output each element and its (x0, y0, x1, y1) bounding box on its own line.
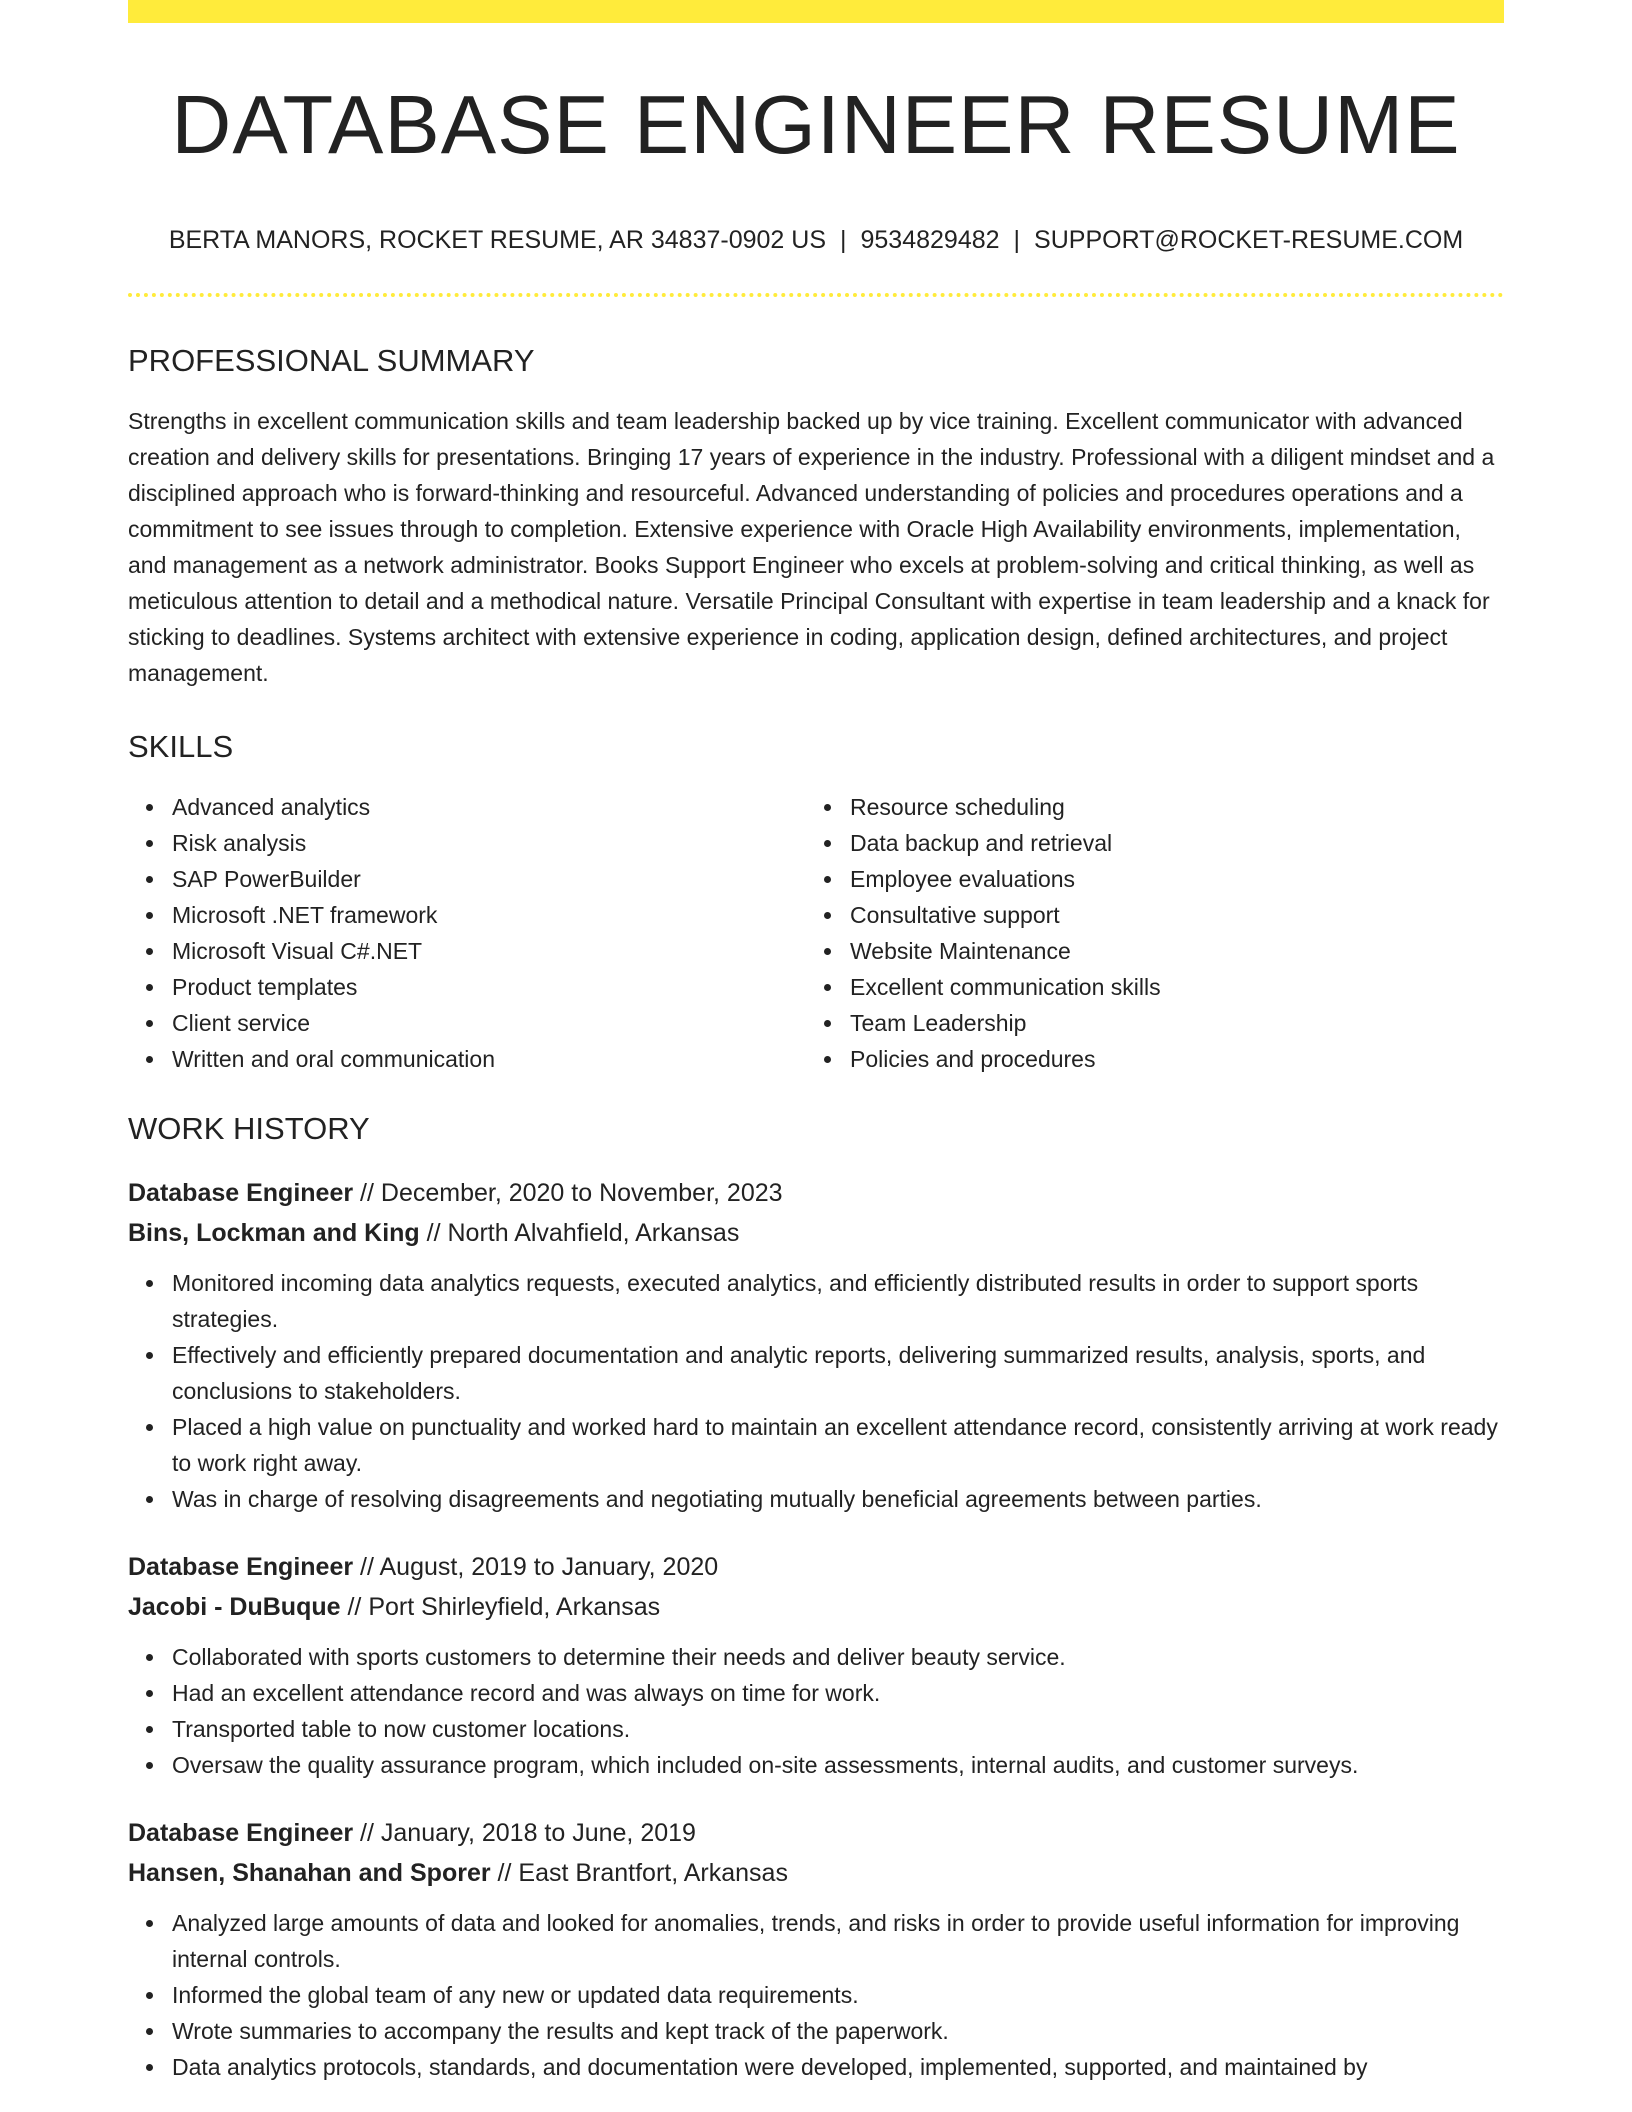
job-bullet: Informed the global team of any new or updated data requirements. (172, 1977, 1504, 2013)
job-bullet: Monitored incoming data analytics requests, executed analytics, and efficiently distributed results in order to support sports strategies. (172, 1265, 1504, 1337)
skill-item: Team Leadership (850, 1005, 1484, 1041)
job-company: Bins, Lockman and King (128, 1219, 420, 1248)
skill-item: Written and oral communication (172, 1041, 806, 1077)
job-bullet: Effectively and efficiently prepared documentation and analytic reports, delivering summarized results, analysis, sports, and conclusions to stakeholders. (172, 1337, 1504, 1409)
job-title: Database Engineer (128, 1179, 354, 1208)
job-company-line (128, 1587, 1504, 1627)
contact-address: BERTA MANORS, ROCKET RESUME, AR 34837-0902 US (168, 226, 826, 255)
work-history-heading: WORK HISTORY (128, 1111, 370, 1147)
job-title-line (128, 1813, 1504, 1853)
job-dates: August, 2019 to January, 2020 (379, 1553, 719, 1582)
resume-page (128, 0, 1504, 2085)
skill-item: Microsoft Visual C#.NET (172, 933, 806, 969)
contact-email: SUPPORT@ROCKET-RESUME.COM (1034, 226, 1464, 255)
job-bullet: Oversaw the quality assurance program, which included on-site assessments, internal audits, and customer surveys. (172, 1747, 1504, 1783)
job-bullet: Had an excellent attendance record and was always on time for work. (172, 1675, 1504, 1711)
job-company-line (128, 1853, 1504, 1893)
summary-heading: PROFESSIONAL SUMMARY (128, 343, 535, 379)
job-entry (128, 1173, 1504, 1517)
job-location: East Brantfort, Arkansas (518, 1859, 788, 1888)
skill-item: Microsoft .NET framework (172, 897, 806, 933)
job-bullets (128, 1265, 1504, 1517)
dotted-divider (128, 293, 1504, 297)
skill-item: Product templates (172, 969, 806, 1005)
job-company-line (128, 1213, 1504, 1253)
job-dates: January, 2018 to June, 2019 (380, 1819, 696, 1848)
job-company: Hansen, Shanahan and Sporer (128, 1859, 491, 1888)
job-bullet: Was in charge of resolving disagreements and negotiating mutually beneficial agreements between parties. (172, 1481, 1504, 1517)
summary-text: Strengths in excellent communication skills and team leadership backed up by vice training. Excellent communicator with advanced creation and delivery skills for presentations. Bringing 17 years of experience in the industry. Professional with a diligent mindset and a disciplined approach who is forward-thinking and resourceful. Advanced understanding of policies and procedures operations and a commitment to see issues through to completion. Extensive experience with Oracle High Availability environments, implementation, and management as a network administrator. Books Support Engineer who excels at problem-solving and critical thinking, as well as meticulous attention to detail and a methodical nature. Versatile Principal Consultant with expertise in team leadership and a knack for sticking to deadlines. Systems architect with extensive experience in coding, application design, defined architectures, and project management. (128, 408, 1495, 687)
field-separator: // (353, 1179, 381, 1208)
job-dates: December, 2020 to November, 2023 (380, 1179, 783, 1208)
contact-line (128, 226, 1504, 255)
field-separator: // (353, 1553, 380, 1582)
skill-item: Client service (172, 1005, 806, 1041)
job-location: North Alvahfield, Arkansas (447, 1219, 740, 1248)
field-separator: // (490, 1859, 519, 1888)
field-separator: // (340, 1593, 369, 1622)
skill-item: Risk analysis (172, 825, 806, 861)
job-title-line (128, 1173, 1504, 1213)
field-separator: // (353, 1819, 381, 1848)
contact-separator: | (840, 226, 847, 255)
skills-column-right (806, 789, 1484, 1077)
accent-top-bar (128, 0, 1504, 23)
skill-item: Data backup and retrieval (850, 825, 1484, 861)
skill-item: Policies and procedures (850, 1041, 1484, 1077)
skill-item: Advanced analytics (172, 789, 806, 825)
contact-separator: | (1013, 226, 1021, 255)
field-separator: // (419, 1219, 448, 1248)
skill-item: SAP PowerBuilder (172, 861, 806, 897)
job-location: Port Shirleyfield, Arkansas (368, 1593, 661, 1622)
job-bullets (128, 1905, 1504, 2085)
job-company: Jacobi - DuBuque (128, 1593, 341, 1622)
job-bullet: Placed a high value on punctuality and worked hard to maintain an excellent attendance record, consistently arriving at work ready to work right away. (172, 1409, 1504, 1481)
job-title: Database Engineer (128, 1553, 354, 1582)
job-entry (128, 1813, 1504, 2085)
skill-item: Excellent communication skills (850, 969, 1484, 1005)
job-bullet: Wrote summaries to accompany the results and kept track of the paperwork. (172, 2013, 1504, 2049)
skill-item: Employee evaluations (850, 861, 1484, 897)
skill-item: Consultative support (850, 897, 1484, 933)
job-bullet: Data analytics protocols, standards, and documentation were developed, implemented, supported, and maintained by (172, 2049, 1504, 2085)
job-title-line (128, 1547, 1504, 1587)
skills-heading: SKILLS (128, 729, 234, 765)
skills-grid (128, 789, 1504, 1077)
resume-title: DATABASE ENGINEER RESUME (171, 78, 1461, 171)
job-entry (128, 1547, 1504, 1783)
job-bullet: Analyzed large amounts of data and looked for anomalies, trends, and risks in order to provide useful information for improving internal controls. (172, 1905, 1504, 1977)
skill-item: Website Maintenance (850, 933, 1484, 969)
job-bullet: Transported table to now customer locations. (172, 1711, 1504, 1747)
skill-item: Resource scheduling (850, 789, 1484, 825)
skills-column-left (128, 789, 806, 1077)
contact-phone: 9534829482 (860, 226, 1000, 255)
job-bullet: Collaborated with sports customers to determine their needs and deliver beauty service. (172, 1639, 1504, 1675)
job-bullets (128, 1639, 1504, 1783)
job-title: Database Engineer (128, 1819, 354, 1848)
